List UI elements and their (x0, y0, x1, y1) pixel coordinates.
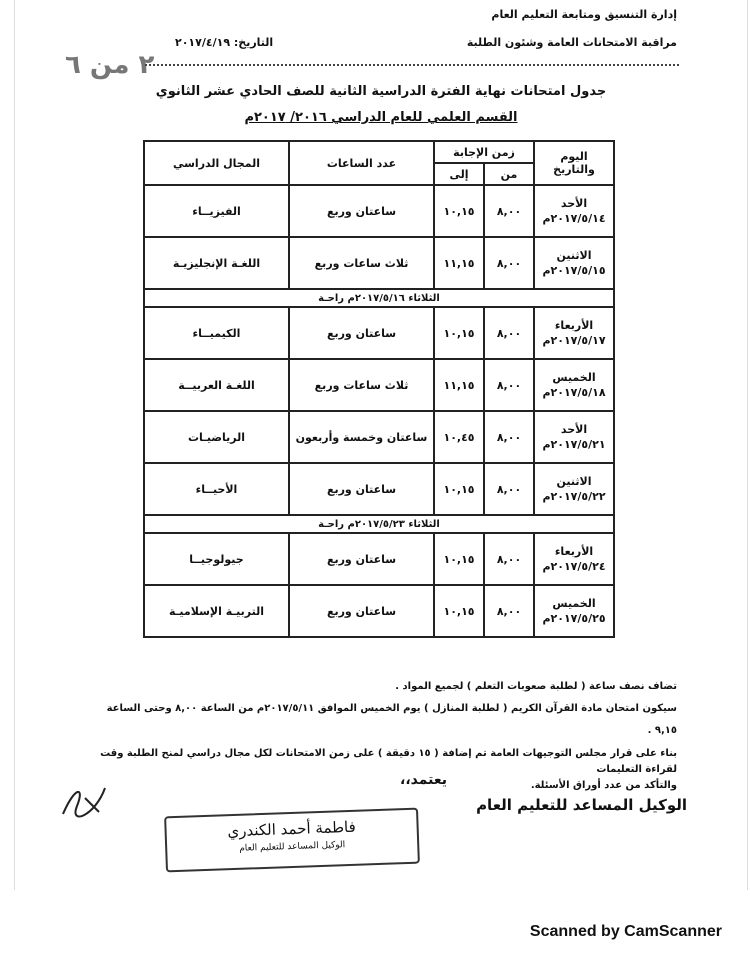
date: ٢٠١٧/٥/٢٢م (542, 490, 606, 503)
day-date-cell (534, 185, 614, 237)
to-cell: ١١,١٥ (434, 359, 484, 411)
subject-cell: الكيميــاء (144, 307, 289, 359)
date: ٢٠١٧/٥/٢٥م (542, 612, 606, 625)
to-cell: ١٠,١٥ (434, 533, 484, 585)
header-hours: عدد الساعات (289, 141, 434, 185)
day-date-cell (534, 359, 614, 411)
header-answer-time: زمن الإجابة (434, 141, 534, 163)
hours-cell: ساعتان وربع (289, 533, 434, 585)
hours-cell: ساعتان وربع (289, 307, 434, 359)
day-date-cell (534, 463, 614, 515)
org-line-1: إدارة التنسيق ومتابعة التعليم العام (491, 8, 677, 21)
hours-cell: ثلاث ساعات وربع (289, 359, 434, 411)
note-line: والتأكد من عدد أوراق الأسئلة. (530, 780, 677, 791)
day-date-cell (534, 307, 614, 359)
subject-cell: اللغـة العربيــة (144, 359, 289, 411)
date-value: ٢٠١٧/٤/١٩ (175, 36, 231, 49)
table-row (144, 411, 614, 463)
date: ٢٠١٧/٥/١٤م (542, 212, 606, 225)
table-row (144, 307, 614, 359)
from-cell: ٨,٠٠ (484, 185, 534, 237)
date: ٢٠١٧/٥/١٨م (542, 386, 606, 399)
from-cell: ٨,٠٠ (484, 411, 534, 463)
from-cell: ٨,٠٠ (484, 463, 534, 515)
table-row (144, 185, 614, 237)
deputy-title: الوكيل المساعد للتعليم العام (476, 796, 687, 814)
to-cell: ١٠,١٥ (434, 307, 484, 359)
stamp-name: فاطمة أحمد الكندري (227, 817, 357, 841)
hours-cell: ثلاث ساعات وربع (289, 237, 434, 289)
date: ٢٠١٧/٥/٢١م (542, 438, 606, 451)
hours-cell: ساعتان وربع (289, 585, 434, 637)
table-row (144, 359, 614, 411)
title-line-1: جدول امتحانات نهاية الفترة الدراسية الثانية للصف الحادي عشر الثانوي (155, 84, 607, 99)
note-line: بناء على قرار مجلس التوجيهات العامة تم إضافة ( ١٥ دقيقة ) على زمن الامتحانات لكل مجال دراسي لمنح الطلبة وقت لقراءة التعليمات (100, 748, 677, 775)
table-row (144, 237, 614, 289)
header-from: من (484, 163, 534, 185)
from-cell: ٨,٠٠ (484, 533, 534, 585)
rest-day-label: الثلاثاء ٢٠١٧/٥/٢٣م راحـة (144, 515, 614, 533)
date-label: التاريخ: (233, 36, 274, 49)
subject-cell: الأحيــاء (144, 463, 289, 515)
from-cell: ٨,٠٠ (484, 307, 534, 359)
day: الأربعاء (554, 319, 594, 332)
header-to: إلى (434, 163, 484, 185)
from-cell: ٨,٠٠ (484, 585, 534, 637)
table-row (144, 533, 614, 585)
subject-cell: جيولوجيــا (144, 533, 289, 585)
notes-section (85, 676, 677, 794)
table-row (144, 585, 614, 637)
day: الاثنين (556, 249, 592, 262)
day: الخميس (552, 371, 596, 384)
subject-cell: الفيزيــاء (144, 185, 289, 237)
document-page (14, 0, 748, 890)
table-row (144, 463, 614, 515)
camscanner-watermark: Scanned by CamScanner (529, 923, 722, 940)
note-line: سيكون امتحان مادة القرآن الكريم ( لطلبة المنازل ) يوم الخميس الموافق ٢٠١٧/٥/١١م من الساعة ٨,٠٠ وحتى الساعة ٩,١٥ . (106, 703, 677, 736)
date-line (175, 36, 273, 49)
day: الاثنين (556, 475, 592, 488)
page-number: ٢ من ٦ (65, 50, 155, 80)
to-cell: ١١,١٥ (434, 237, 484, 289)
rest-day-row (144, 289, 614, 307)
day: الأحد (560, 197, 588, 210)
day-date-cell (534, 237, 614, 289)
day: الخميس (552, 597, 596, 610)
to-cell: ١٠,١٥ (434, 463, 484, 515)
day: الأربعاء (554, 545, 594, 558)
rest-day-label: الثلاثاء ٢٠١٧/٥/١٦م راحـة (144, 289, 614, 307)
header-day-date: اليوم والتاريخ (534, 141, 614, 185)
org-line-2: مراقبة الامتحانات العامة وشئون الطلبة (466, 36, 677, 49)
to-cell: ١٠,١٥ (434, 585, 484, 637)
day-date-cell (534, 585, 614, 637)
day-date-cell (534, 533, 614, 585)
subject-cell: التربيـة الإسلاميـة (144, 585, 289, 637)
from-cell: ٨,٠٠ (484, 237, 534, 289)
to-cell: ١٠,٤٥ (434, 411, 484, 463)
official-stamp (164, 808, 420, 873)
subject-cell: اللغـة الإنجليزيـة (144, 237, 289, 289)
title-line-2: القسم العلمي للعام الدراسي ٢٠١٦/ ٢٠١٧م (244, 110, 518, 125)
day-date-cell (534, 411, 614, 463)
date: ٢٠١٧/٥/٢٤م (542, 560, 606, 573)
subject-cell: الرياضيـات (144, 411, 289, 463)
day: الأحد (560, 423, 588, 436)
header-subject: المجال الدراسي (144, 141, 289, 185)
to-cell: ١٠,١٥ (434, 185, 484, 237)
signature-scribble-icon (55, 776, 115, 826)
approve-label: يعتمد،، (400, 772, 447, 788)
hours-cell: ساعتان وخمسة وأربعون (289, 411, 434, 463)
hours-cell: ساعتان وربع (289, 463, 434, 515)
from-cell: ٨,٠٠ (484, 359, 534, 411)
dotted-divider (145, 64, 679, 66)
date: ٢٠١٧/٥/١٧م (542, 334, 606, 347)
note-line: تضاف نصف ساعة ( لطلبة صعوبات التعلم ) لجميع المواد . (395, 681, 677, 692)
exam-schedule-table (143, 140, 615, 638)
hours-cell: ساعتان وربع (289, 185, 434, 237)
rest-day-row (144, 515, 614, 533)
date: ٢٠١٧/٥/١٥م (542, 264, 606, 277)
stamp-title: الوكيل المساعد للتعليم العام (239, 840, 346, 854)
